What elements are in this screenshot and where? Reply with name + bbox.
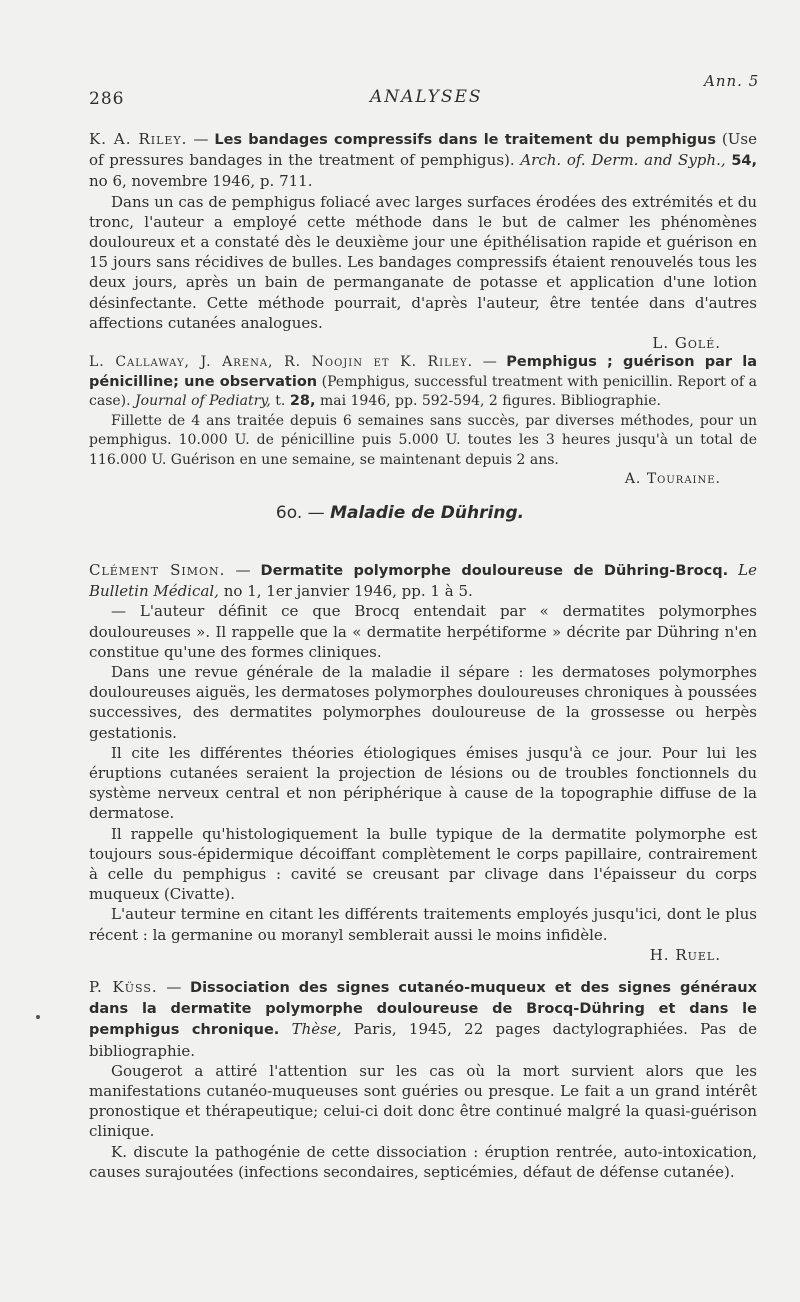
abstract-authors: L. Callaway, J. Arena, R. Noojin et K. Riley. xyxy=(89,354,474,370)
abstract-journal: Le Bulletin Médical, xyxy=(89,561,757,601)
section-number: 6o. — xyxy=(275,503,331,523)
page-number: 286 xyxy=(89,89,125,109)
page-annotation: Ann. 5 xyxy=(704,72,760,90)
abstract-kuss xyxy=(89,977,757,1182)
abstract-paragraph: Il rappelle qu'histologiquement la bulle typique de la dermatite polymorphe est toujours sous-épidermique décoiffant complètement le corps papillaire, contrairement à celle du pemphigus : cavité se creusant par clivage dans l'épaisseur du corps muqueux (Civatte). xyxy=(89,824,757,904)
abstract-journal: Journal of Pediatry, xyxy=(135,393,271,409)
abstract-title: Pemphigus ; guérison par la pénicilline; une observation xyxy=(89,354,758,390)
abstract-riley xyxy=(89,129,757,353)
abstract-details-pre: t. xyxy=(270,393,290,409)
abstract-authors: P. Küss. xyxy=(89,978,158,996)
abstract-translation: (Use of pressures bandages in the treatment of pemphigus). xyxy=(89,130,757,170)
abstract-paragraph: Gougerot a attiré l'attention sur les cas où la mort survient alors que les manifestations cutanéo-muqueuses sont guéries ou presque. Le fait a un grand intérêt pronostique et thérapeutique; celui-ci doit donc être continué malgré la quasi-guérison clinique. xyxy=(89,1061,757,1141)
section-title: Maladie de Dühring. xyxy=(330,503,525,523)
abstract-journal: Thèse, xyxy=(279,1020,342,1039)
running-title: ANALYSES xyxy=(370,87,483,107)
abstract-citation xyxy=(89,129,757,192)
abstract-citation xyxy=(89,353,757,412)
abstract-callaway xyxy=(89,353,757,490)
citation-dash: — xyxy=(225,561,261,579)
abstract-body: Dans un cas de pemphigus foliacé avec larges surfaces érodées des extrémités et du tronc, l'auteur a employé cette méthode dans le but de calmer les phénomènes douloureux et a constaté dès le deuxième jour une épithélisation rapide et guérison en 15 jours sans récidives de bulles. Les bandages compressifs étaient renouvelés tous les deux jours, après un bain de permanganate de potasse et application d'une lotion désinfectante. Cette méthode pourrait, d'après l'auteur, être tentée dans d'autres affections cutanées analogues. xyxy=(89,192,757,332)
margin-mark xyxy=(36,1015,40,1019)
abstract-journal: Arch. of. Derm. and Syph., xyxy=(520,151,726,170)
abstract-volume: 28, xyxy=(289,393,316,409)
abstract-authors: Clément Simon. xyxy=(89,561,226,579)
abstract-paragraph: L'auteur termine en citant les différents traitements employés jusqu'ici, dont le plus récent : la germanine ou moranyl semblerait aussi le moins infidèle. xyxy=(89,905,757,944)
abstract-simon xyxy=(89,560,757,965)
abstract-signature: A. Touraine. xyxy=(624,471,721,487)
citation-dash: — xyxy=(187,130,215,148)
abstract-volume: 54, xyxy=(731,153,757,170)
abstract-details: no 1, 1er janvier 1946, pp. 1 à 5. xyxy=(218,582,473,601)
abstract-authors: K. A. Riley. xyxy=(89,130,188,148)
abstract-title: Les bandages compressifs dans le traitement du pemphigus xyxy=(214,132,716,148)
abstract-title: Dermatite polymorphe douloureuse de Dühring-Brocq. xyxy=(260,563,729,579)
abstract-signature: L. Golé. xyxy=(652,334,721,353)
section-heading xyxy=(0,503,800,523)
abstract-details: Paris, 1945, 22 pages dactylographiées. Pas de bibliographie. xyxy=(89,1020,758,1060)
abstract-body: Fillette de 4 ans traitée depuis 6 semaines sans succès, par diverses méthodes, pour un pemphigus. 10.000 U. de pénicilline puis 5.000 U. toutes les 3 heures jusqu'à un total de 116.000 U. Guérison en une semaine, se maintenant depuis 2 ans. xyxy=(89,412,757,468)
citation-dash: — xyxy=(473,354,507,370)
abstract-paragraph: Il cite les différentes théories étiologiques émises jusqu'à ce jour. Pour lui les éruptions cutanées seraient la projection de lésions ou de troubles fonctionnels du système nerveux central et non périphérique à cause de la topographie diffuse de la dermatose. xyxy=(89,743,757,823)
abstract-translation: (Pemphigus, successful treatment with penicillin. Report of a case). xyxy=(89,373,757,409)
abstract-paragraph: Dans une revue générale de la maladie il sépare : les dermatoses polymorphes douloureuses aiguës, les dermatoses polymorphes douloureuses chroniques à poussées successives, des dermatites polymorphes douloureuse de la grossesse ou herpès gestationis. xyxy=(89,663,757,742)
abstract-details: mai 1946, pp. 592-594, 2 figures. Bibliographie. xyxy=(315,393,661,409)
abstract-citation xyxy=(89,977,757,1061)
abstract-paragraph: — L'auteur définit ce que Brocq entendait par « dermatites polymorphes douloureuses ». Il rappelle que la « dermatite herpétiforme » décrite par Dühring n'en constitue qu'une des formes cliniques. xyxy=(89,602,757,661)
citation-dash: — xyxy=(157,978,191,996)
abstract-signature: H. Ruel. xyxy=(649,945,721,964)
abstract-paragraph: K. discute la pathogénie de cette dissociation : éruption rentrée, auto-intoxication, causes surajoutées (infections secondaires, septicémies, défaut de défense cutanée). xyxy=(89,1142,757,1181)
abstract-title: Dissociation des signes cutanéo-muqueux et des signes généraux dans la dermatite polymorphe douloureuse de Brocq-Dühring et dans le pemphigus chronique. xyxy=(89,980,757,1039)
abstract-details: no 6, novembre 1946, p. 711. xyxy=(89,172,313,191)
abstract-citation xyxy=(89,560,757,601)
